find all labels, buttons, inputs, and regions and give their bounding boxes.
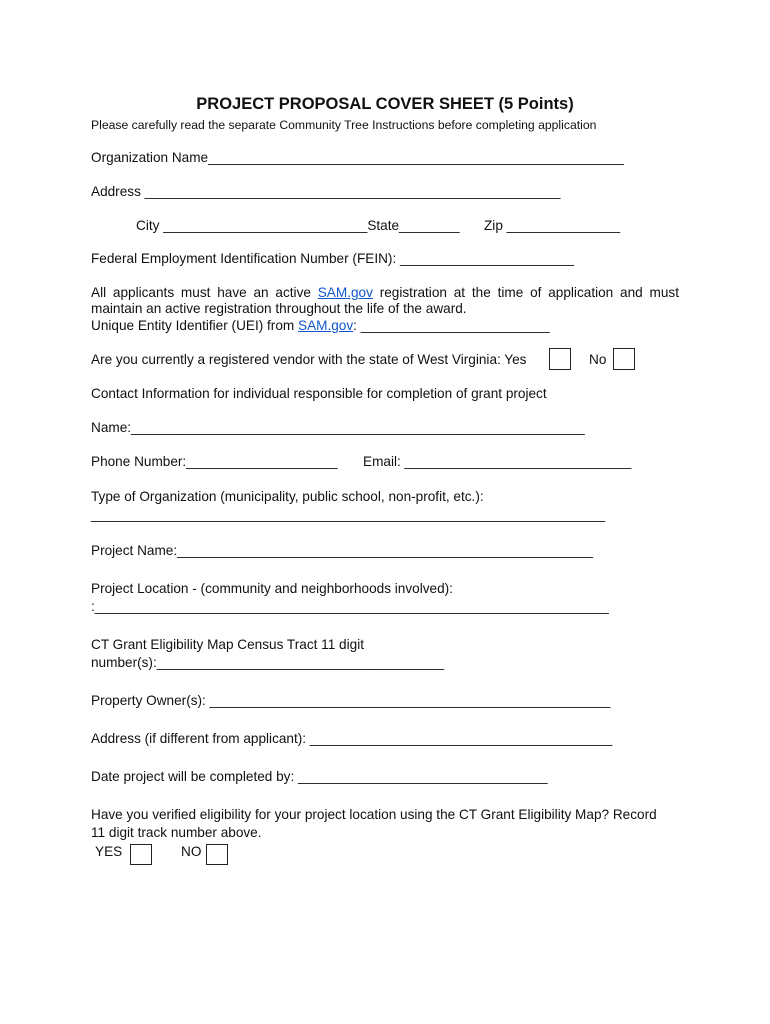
wv-vendor-question: Are you currently a registered vendor with the state of West Virginia: Yes — [91, 352, 527, 367]
uei-label: Unique Entity Identifier (UEI) from — [91, 318, 298, 333]
sam-gov-link-2[interactable]: SAM.gov — [298, 318, 354, 333]
eligibility-no-label: NO — [181, 844, 202, 859]
zip-field[interactable]: Zip _______________ — [484, 218, 621, 233]
project-location-label: Project Location - (community and neighborhoods involved): — [91, 581, 453, 596]
sam-text-after: registration at the time of application and must — [372, 285, 679, 300]
property-owner-field[interactable]: Property Owner(s): _____________________________________________________ — [91, 693, 611, 708]
uei-blank: : _________________________ — [353, 318, 550, 333]
address-field[interactable]: Address _______________________________________________________ — [91, 184, 561, 199]
eligibility-question-line-2: 11 digit track number above. — [91, 825, 262, 840]
uei-field[interactable] — [91, 317, 550, 334]
instructions-note: Please carefully read the separate Community Tree Instructions before completing application — [91, 118, 597, 132]
census-tract-field[interactable]: number(s):______________________________________ — [91, 655, 445, 670]
organization-type-label: Type of Organization (municipality, public school, non-profit, etc.): — [91, 489, 484, 504]
organization-type-field[interactable]: ____________________________________________________________________ — [91, 507, 606, 522]
eligibility-question-line-1: Have you verified eligibility for your project location using the CT Grant Eligibility Map? Record — [91, 807, 657, 822]
eligibility-yes-checkbox[interactable] — [130, 844, 152, 865]
sam-text-before: All applicants must have an active — [91, 285, 318, 300]
eligibility-no-checkbox[interactable] — [206, 844, 228, 865]
vendor-no-label: No — [589, 352, 607, 367]
contact-info-heading: Contact Information for individual responsible for completion of grant project — [91, 386, 547, 401]
city-state-field[interactable]: City ___________________________State________ — [136, 218, 460, 233]
eligibility-yes-label: YES — [95, 844, 123, 859]
project-location-field[interactable]: :____________________________________________________________________ — [91, 599, 609, 614]
alternate-address-field[interactable]: Address (if different from applicant): ________________________________________ — [91, 731, 613, 746]
vendor-no-checkbox[interactable] — [613, 348, 635, 370]
phone-number-field[interactable]: Phone Number:____________________ — [91, 454, 338, 469]
sam-requirement-line-2: maintain an active registration throughout the life of the award. — [91, 301, 467, 316]
page-title: PROJECT PROPOSAL COVER SHEET (5 Points) — [196, 95, 574, 113]
email-field[interactable]: Email: ______________________________ — [363, 454, 632, 469]
completion-date-field[interactable]: Date project will be completed by: _________________________________ — [91, 769, 548, 784]
vendor-yes-checkbox[interactable] — [549, 348, 571, 370]
project-name-field[interactable]: Project Name:_______________________________________________________ — [91, 543, 593, 558]
fein-field[interactable]: Federal Employment Identification Number (FEIN): _______________________ — [91, 251, 574, 266]
organization-name-field[interactable]: Organization Name_______________________________________________________ — [91, 150, 624, 165]
sam-gov-link[interactable]: SAM.gov — [317, 285, 373, 300]
census-tract-label: CT Grant Eligibility Map Census Tract 11 digit — [91, 637, 364, 652]
contact-name-field[interactable]: Name:____________________________________________________________ — [91, 420, 585, 435]
sam-requirement-line-1 — [91, 284, 679, 301]
